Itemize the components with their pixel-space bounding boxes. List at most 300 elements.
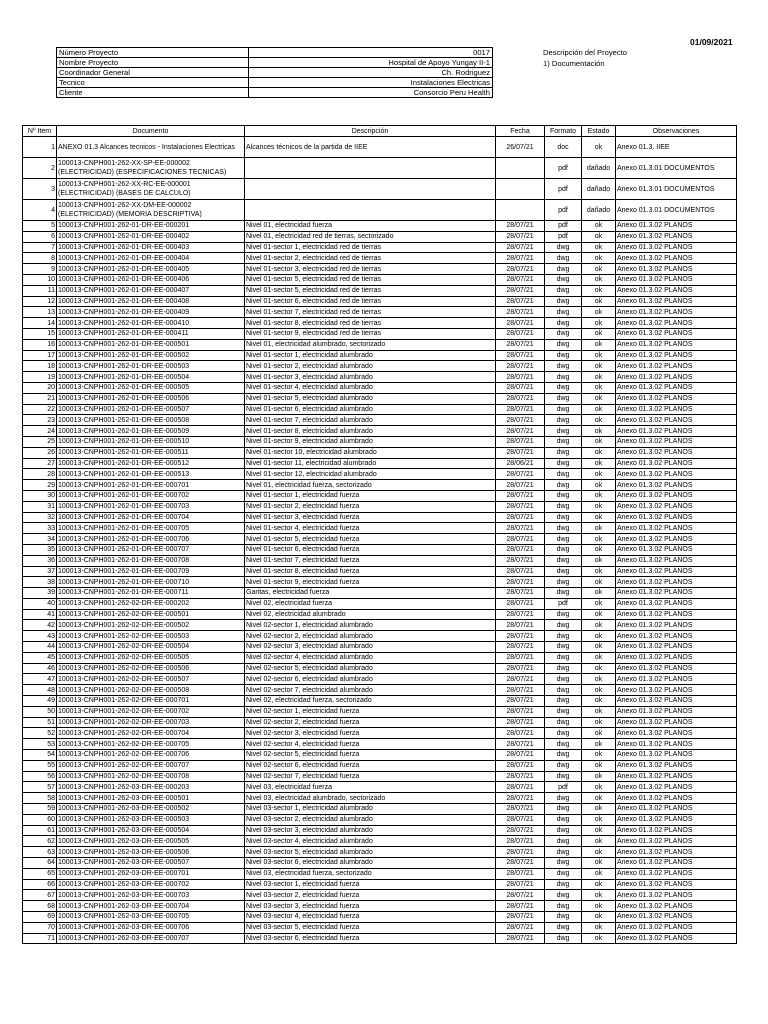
date-cell: 28/07/21 [496, 804, 545, 815]
date-cell: 28/07/21 [496, 588, 545, 599]
observation-cell: Anexo 01.3.02 PLANOS [616, 426, 737, 437]
document-code-cell: 100013-CNPH001-262-XX-SP-EE-000002 (ELECTRICIDAD) (ESPECIFICACIONES TECNICAS) [57, 158, 245, 179]
document-code-cell: 100013-CNPH001-262-02-DR-EE-000704 [57, 728, 245, 739]
status-cell: ok [582, 393, 616, 404]
format-cell: dwg [545, 469, 582, 480]
description-cell: Nivel 02-sector 4, electricidad fuerza [245, 739, 496, 750]
item-number-cell: 50 [23, 706, 57, 717]
table-row [23, 339, 737, 350]
description-cell [245, 200, 496, 221]
date-cell: 28/07/21 [496, 436, 545, 447]
table-row [23, 760, 737, 771]
observation-cell: Anexo 01.3.02 PLANOS [616, 307, 737, 318]
status-cell: dañado [582, 200, 616, 221]
date-cell: 28/07/21 [496, 264, 545, 275]
item-number-cell: 17 [23, 350, 57, 361]
date-cell: 26/07/21 [496, 137, 545, 158]
format-cell: dwg [545, 793, 582, 804]
description-cell: Nivel 03-sector 2, electricidad fuerza [245, 890, 496, 901]
table-row [23, 426, 737, 437]
table-row [23, 242, 737, 253]
date-cell: 28/07/21 [496, 253, 545, 264]
description-cell: Nivel 01-sector 1, electricidad red de tierras [245, 242, 496, 253]
table-row [23, 285, 737, 296]
table-row [23, 620, 737, 631]
project-info-row [57, 78, 493, 88]
item-number-cell: 6 [23, 231, 57, 242]
description-cell: Nivel 01-sector 1, electricidad fuerza [245, 490, 496, 501]
format-cell: dwg [545, 339, 582, 350]
format-cell: dwg [545, 534, 582, 545]
document-code-cell: 100013-CNPH001-262-02-DR-EE-000504 [57, 642, 245, 653]
item-number-cell: 14 [23, 318, 57, 329]
description-cell: Nivel 01-sector 8, electricidad fuerza [245, 566, 496, 577]
status-cell: dañado [582, 158, 616, 179]
item-number-cell: 30 [23, 490, 57, 501]
format-cell: dwg [545, 663, 582, 674]
table-row [23, 804, 737, 815]
observation-cell: Anexo 01.3.02 PLANOS [616, 555, 737, 566]
item-number-cell: 25 [23, 436, 57, 447]
document-code-cell: 100013-CNPH001-262-01-DR-EE-000707 [57, 544, 245, 555]
item-number-cell: 26 [23, 447, 57, 458]
format-cell: dwg [545, 804, 582, 815]
table-row [23, 933, 737, 944]
table-row [23, 652, 737, 663]
date-cell: 28/07/21 [496, 382, 545, 393]
status-cell: ok [582, 404, 616, 415]
format-cell: dwg [545, 652, 582, 663]
table-row [23, 534, 737, 545]
document-code-cell: 100013-CNPH001-262-01-DR-EE-000701 [57, 480, 245, 491]
table-row [23, 393, 737, 404]
document-code-cell: 100013-CNPH001-262-03-DR-EE-000706 [57, 922, 245, 933]
format-cell: dwg [545, 642, 582, 653]
format-cell: dwg [545, 404, 582, 415]
status-cell: ok [582, 512, 616, 523]
description-cell: Nivel 03-sector 2, electricidad alumbrado [245, 814, 496, 825]
observation-cell: Anexo 01.3.02 PLANOS [616, 328, 737, 339]
document-code-cell: 100013-CNPH001-262-01-DR-EE-000409 [57, 307, 245, 318]
document-code-cell: 100013-CNPH001-262-03-DR-EE-000506 [57, 847, 245, 858]
item-number-cell: 47 [23, 674, 57, 685]
table-row [23, 901, 737, 912]
item-number-cell: 42 [23, 620, 57, 631]
item-number-cell: 68 [23, 901, 57, 912]
status-cell: ok [582, 577, 616, 588]
description-cell: Nivel 01-sector 11, electricidad alumbrado [245, 458, 496, 469]
date-cell: 28/07/21 [496, 631, 545, 642]
status-cell: ok [582, 609, 616, 620]
format-cell: dwg [545, 382, 582, 393]
document-code-cell: 100013-CNPH001-262-01-DR-EE-000508 [57, 415, 245, 426]
item-number-cell: 60 [23, 814, 57, 825]
document-code-cell: 100013-CNPH001-262-03-DR-EE-000505 [57, 836, 245, 847]
document-code-cell: 100013-CNPH001-262-01-DR-EE-000504 [57, 372, 245, 383]
description-cell: Nivel 01-sector 1, electricidad alumbrado [245, 350, 496, 361]
status-cell: ok [582, 426, 616, 437]
table-row [23, 523, 737, 534]
item-number-cell: 21 [23, 393, 57, 404]
item-number-cell: 37 [23, 566, 57, 577]
format-cell: dwg [545, 436, 582, 447]
item-number-cell: 7 [23, 242, 57, 253]
document-code-cell: 100013-CNPH001-262-01-DR-EE-000511 [57, 447, 245, 458]
status-cell: ok [582, 436, 616, 447]
status-cell: ok [582, 728, 616, 739]
observation-cell: Anexo 01.3.02 PLANOS [616, 577, 737, 588]
date-cell: 28/07/21 [496, 372, 545, 383]
info-label: Número Proyecto [57, 48, 249, 58]
date-cell: 28/07/21 [496, 285, 545, 296]
document-code-cell: 100013-CNPH001-262-03-DR-EE-000504 [57, 825, 245, 836]
observation-cell: Anexo 01.3.02 PLANOS [616, 814, 737, 825]
document-code-cell: 100013-CNPH001-262-01-DR-EE-000706 [57, 534, 245, 545]
observation-cell: Anexo 01.3.02 PLANOS [616, 631, 737, 642]
date-cell: 28/07/21 [496, 868, 545, 879]
table-body [23, 137, 737, 944]
item-number-cell: 43 [23, 631, 57, 642]
item-number-cell: 9 [23, 264, 57, 275]
format-cell: dwg [545, 674, 582, 685]
description-cell: Nivel 03, electricidad fuerza [245, 782, 496, 793]
description-cell: Nivel 01-sector 6, electricidad red de tierras [245, 296, 496, 307]
table-row [23, 501, 737, 512]
item-number-cell: 55 [23, 760, 57, 771]
description-cell: Nivel 02-sector 5, electricidad alumbrado [245, 663, 496, 674]
documents-table [22, 125, 737, 944]
observation-cell: Anexo 01.3.02 PLANOS [616, 663, 737, 674]
format-cell: dwg [545, 296, 582, 307]
document-code-cell: 100013-CNPH001-262-02-DR-EE-000502 [57, 620, 245, 631]
status-cell: ok [582, 523, 616, 534]
table-row [23, 674, 737, 685]
table-row [23, 200, 737, 221]
observation-cell: Anexo 01.3.02 PLANOS [616, 890, 737, 901]
status-cell: ok [582, 890, 616, 901]
description-cell: Nivel 02-sector 4, electricidad alumbrado [245, 652, 496, 663]
item-number-cell: 49 [23, 696, 57, 707]
observation-cell: Anexo 01.3.02 PLANOS [616, 642, 737, 653]
date-cell: 28/07/21 [496, 361, 545, 372]
observation-cell: Anexo 01.3.02 PLANOS [616, 404, 737, 415]
table-row [23, 696, 737, 707]
document-code-cell: 100013-CNPH001-262-02-DR-EE-000701 [57, 696, 245, 707]
item-number-cell: 33 [23, 523, 57, 534]
description-cell: Nivel 02-sector 7, electricidad fuerza [245, 771, 496, 782]
observation-cell: Anexo 01.3.02 PLANOS [616, 296, 737, 307]
format-cell: dwg [545, 372, 582, 383]
item-number-cell: 39 [23, 588, 57, 599]
table-row [23, 890, 737, 901]
format-cell: dwg [545, 879, 582, 890]
date-cell: 28/07/21 [496, 318, 545, 329]
table-row [23, 307, 737, 318]
status-cell: ok [582, 137, 616, 158]
document-code-cell: 100013-CNPH001-262-01-DR-EE-000708 [57, 555, 245, 566]
format-cell: dwg [545, 760, 582, 771]
date-cell: 28/07/21 [496, 836, 545, 847]
table-row [23, 609, 737, 620]
format-cell: dwg [545, 577, 582, 588]
description-cell: Nivel 02-sector 6, electricidad alumbrado [245, 674, 496, 685]
table-row [23, 382, 737, 393]
observation-cell: Anexo 01.3.02 PLANOS [616, 609, 737, 620]
format-cell: dwg [545, 609, 582, 620]
item-number-cell: 29 [23, 480, 57, 491]
date-cell: 28/07/21 [496, 415, 545, 426]
item-number-cell: 31 [23, 501, 57, 512]
date-cell: 28/07/21 [496, 652, 545, 663]
status-cell: ok [582, 588, 616, 599]
observation-cell: Anexo 01.3.02 PLANOS [616, 771, 737, 782]
observation-cell: Anexo 01.3.02 PLANOS [616, 221, 737, 232]
item-number-cell: 59 [23, 804, 57, 815]
format-cell: dwg [545, 706, 582, 717]
document-code-cell: 100013-CNPH001-262-01-DR-EE-000411 [57, 328, 245, 339]
date-cell: 28/07/21 [496, 296, 545, 307]
table-row [23, 544, 737, 555]
table-row [23, 415, 737, 426]
item-number-cell: 3 [23, 179, 57, 200]
table-row [23, 469, 737, 480]
table-row [23, 555, 737, 566]
document-code-cell: 100013-CNPH001-262-01-DR-EE-000711 [57, 588, 245, 599]
observation-cell: Anexo 01.3. IIEE [616, 137, 737, 158]
description-cell: Nivel 01-sector 4, electricidad alumbrado [245, 382, 496, 393]
column-header-document: Documento [57, 126, 245, 137]
observation-cell: Anexo 01.3.02 PLANOS [616, 728, 737, 739]
table-row [23, 296, 737, 307]
item-number-cell: 38 [23, 577, 57, 588]
format-cell: pdf [545, 200, 582, 221]
status-cell: ok [582, 922, 616, 933]
item-number-cell: 63 [23, 847, 57, 858]
status-cell: ok [582, 555, 616, 566]
table-row [23, 328, 737, 339]
table-row [23, 879, 737, 890]
item-number-cell: 15 [23, 328, 57, 339]
description-cell: Nivel 01-sector 4, electricidad fuerza [245, 523, 496, 534]
format-cell: dwg [545, 253, 582, 264]
table-row [23, 858, 737, 869]
column-header-item: Nº Item [23, 126, 57, 137]
observation-cell: Anexo 01.3.02 PLANOS [616, 793, 737, 804]
table-row [23, 912, 737, 923]
item-number-cell: 51 [23, 717, 57, 728]
item-number-cell: 32 [23, 512, 57, 523]
column-header-status: Estado [582, 126, 616, 137]
status-cell: ok [582, 717, 616, 728]
description-cell: Nivel 03-sector 5, electricidad fuerza [245, 922, 496, 933]
description-cell [245, 158, 496, 179]
observation-cell: Anexo 01.3.02 PLANOS [616, 393, 737, 404]
description-cell: Nivel 01-sector 12, electricidad alumbrado [245, 469, 496, 480]
date-cell: 28/07/21 [496, 393, 545, 404]
status-cell: ok [582, 480, 616, 491]
status-cell: ok [582, 501, 616, 512]
format-cell: dwg [545, 480, 582, 491]
observation-cell: Anexo 01.3.02 PLANOS [616, 339, 737, 350]
date-cell: 28/07/21 [496, 685, 545, 696]
date-cell: 28/07/21 [496, 793, 545, 804]
description-cell: Nivel 02, electricidad fuerza [245, 598, 496, 609]
observation-cell: Anexo 01.3.02 PLANOS [616, 598, 737, 609]
document-code-cell: 100013-CNPH001-262-02-DR-EE-000503 [57, 631, 245, 642]
description-cell: Nivel 03-sector 4, electricidad alumbrado [245, 836, 496, 847]
format-cell: dwg [545, 696, 582, 707]
format-cell: doc [545, 137, 582, 158]
status-cell: ok [582, 415, 616, 426]
project-description [543, 47, 627, 69]
description-cell: Nivel 01-sector 5, electricidad red de tierras [245, 285, 496, 296]
description-cell: Nivel 02-sector 5, electricidad fuerza [245, 750, 496, 761]
table-row [23, 480, 737, 491]
observation-cell: Anexo 01.3.02 PLANOS [616, 501, 737, 512]
date-cell: 28/07/21 [496, 512, 545, 523]
status-cell: ok [582, 382, 616, 393]
item-number-cell: 1 [23, 137, 57, 158]
table-row [23, 436, 737, 447]
item-number-cell: 2 [23, 158, 57, 179]
description-cell: Garitas, electricidad fuerza [245, 588, 496, 599]
item-number-cell: 64 [23, 858, 57, 869]
table-row [23, 274, 737, 285]
document-code-cell: 100013-CNPH001-262-01-DR-EE-000510 [57, 436, 245, 447]
format-cell: dwg [545, 523, 582, 534]
document-code-cell: 100013-CNPH001-262-01-DR-EE-000405 [57, 264, 245, 275]
format-cell: dwg [545, 739, 582, 750]
observation-cell: Anexo 01.3.02 PLANOS [616, 264, 737, 275]
document-code-cell: 100013-CNPH001-262-02-DR-EE-000708 [57, 771, 245, 782]
item-number-cell: 22 [23, 404, 57, 415]
table-row [23, 458, 737, 469]
observation-cell: Anexo 01.3.02 PLANOS [616, 782, 737, 793]
document-code-cell: 100013-CNPH001-262-01-DR-EE-000505 [57, 382, 245, 393]
item-number-cell: 36 [23, 555, 57, 566]
format-cell: dwg [545, 350, 582, 361]
status-cell: ok [582, 663, 616, 674]
document-code-cell: 100013-CNPH001-262-03-DR-EE-000704 [57, 901, 245, 912]
observation-cell: Anexo 01.3.02 PLANOS [616, 685, 737, 696]
info-value: 0017 [249, 48, 493, 58]
table-row [23, 685, 737, 696]
date-cell: 28/07/21 [496, 847, 545, 858]
status-cell: ok [582, 782, 616, 793]
document-code-cell: 100013-CNPH001-262-02-DR-EE-000202 [57, 598, 245, 609]
date-cell: 28/07/21 [496, 447, 545, 458]
document-code-cell: 100013-CNPH001-262-01-DR-EE-000408 [57, 296, 245, 307]
date-cell: 28/07/21 [496, 598, 545, 609]
item-number-cell: 69 [23, 912, 57, 923]
observation-cell: Anexo 01.3.02 PLANOS [616, 922, 737, 933]
format-cell: dwg [545, 620, 582, 631]
format-cell: dwg [545, 933, 582, 944]
document-code-cell: 100013-CNPH001-262-01-DR-EE-000406 [57, 274, 245, 285]
description-cell: Nivel 02-sector 1, electricidad alumbrado [245, 620, 496, 631]
document-code-cell: 100013-CNPH001-262-01-DR-EE-000509 [57, 426, 245, 437]
date-cell: 28/07/21 [496, 221, 545, 232]
table-row [23, 642, 737, 653]
item-number-cell: 20 [23, 382, 57, 393]
format-cell: dwg [545, 490, 582, 501]
observation-cell: Anexo 01.3.02 PLANOS [616, 652, 737, 663]
observation-cell: Anexo 01.3.02 PLANOS [616, 436, 737, 447]
description-cell: Nivel 01-sector 7, electricidad fuerza [245, 555, 496, 566]
document-code-cell: 100013-CNPH001-262-03-DR-EE-000702 [57, 879, 245, 890]
status-cell: ok [582, 361, 616, 372]
table-row [23, 231, 737, 242]
description-cell: Nivel 02-sector 1, electricidad fuerza [245, 706, 496, 717]
date-cell: 28/07/21 [496, 890, 545, 901]
description-cell: Nivel 02-sector 2, electricidad fuerza [245, 717, 496, 728]
observation-cell: Anexo 01.3.02 PLANOS [616, 274, 737, 285]
format-cell: dwg [545, 901, 582, 912]
description-cell: Nivel 01-sector 5, electricidad fuerza [245, 534, 496, 545]
date-cell: 28/07/21 [496, 750, 545, 761]
table-row [23, 750, 737, 761]
observation-cell: Anexo 01.3.02 PLANOS [616, 285, 737, 296]
observation-cell: Anexo 01.3.02 PLANOS [616, 534, 737, 545]
date-cell: 28/07/21 [496, 566, 545, 577]
date-cell: 28/07/21 [496, 706, 545, 717]
date-cell: 28/07/21 [496, 901, 545, 912]
status-cell: ok [582, 836, 616, 847]
observation-cell: Anexo 01.3.02 PLANOS [616, 512, 737, 523]
table-row [23, 447, 737, 458]
column-header-description: Descripción [245, 126, 496, 137]
document-code-cell: 100013-CNPH001-262-02-DR-EE-000501 [57, 609, 245, 620]
observation-cell: Anexo 01.3.02 PLANOS [616, 674, 737, 685]
table-row [23, 782, 737, 793]
table-row [23, 847, 737, 858]
date-cell: 28/07/21 [496, 814, 545, 825]
description-cell: Nivel 03-sector 3, electricidad alumbrado [245, 825, 496, 836]
document-code-cell: 100013-CNPH001-262-03-DR-EE-000707 [57, 933, 245, 944]
document-code-cell: 100013-CNPH001-262-02-DR-EE-000505 [57, 652, 245, 663]
format-cell: dwg [545, 836, 582, 847]
status-cell: ok [582, 264, 616, 275]
observation-cell: Anexo 01.3.02 PLANOS [616, 253, 737, 264]
date-cell: 28/07/21 [496, 555, 545, 566]
document-code-cell: 100013-CNPH001-262-01-DR-EE-000506 [57, 393, 245, 404]
date-cell: 28/07/21 [496, 663, 545, 674]
date-cell: 28/07/21 [496, 728, 545, 739]
format-cell: dwg [545, 566, 582, 577]
observation-cell: Anexo 01.3.02 PLANOS [616, 847, 737, 858]
status-cell: ok [582, 814, 616, 825]
item-number-cell: 66 [23, 879, 57, 890]
observation-cell: Anexo 01.3.02 PLANOS [616, 825, 737, 836]
description-cell: Nivel 01-sector 10, electricidad alumbrado [245, 447, 496, 458]
table-row [23, 598, 737, 609]
date-cell: 28/07/21 [496, 912, 545, 923]
info-label: Nombre Proyecto [57, 58, 249, 68]
status-cell: ok [582, 458, 616, 469]
status-cell: ok [582, 544, 616, 555]
item-number-cell: 34 [23, 534, 57, 545]
observation-cell: Anexo 01.3.02 PLANOS [616, 620, 737, 631]
observation-cell: Anexo 01.3.02 PLANOS [616, 372, 737, 383]
format-cell: dwg [545, 588, 582, 599]
item-number-cell: 67 [23, 890, 57, 901]
status-cell: ok [582, 771, 616, 782]
observation-cell: Anexo 01.3.02 PLANOS [616, 318, 737, 329]
observation-cell: Anexo 01.3.02 PLANOS [616, 415, 737, 426]
item-number-cell: 54 [23, 750, 57, 761]
status-cell: ok [582, 631, 616, 642]
info-value: Instalaciones Electricas [249, 78, 493, 88]
